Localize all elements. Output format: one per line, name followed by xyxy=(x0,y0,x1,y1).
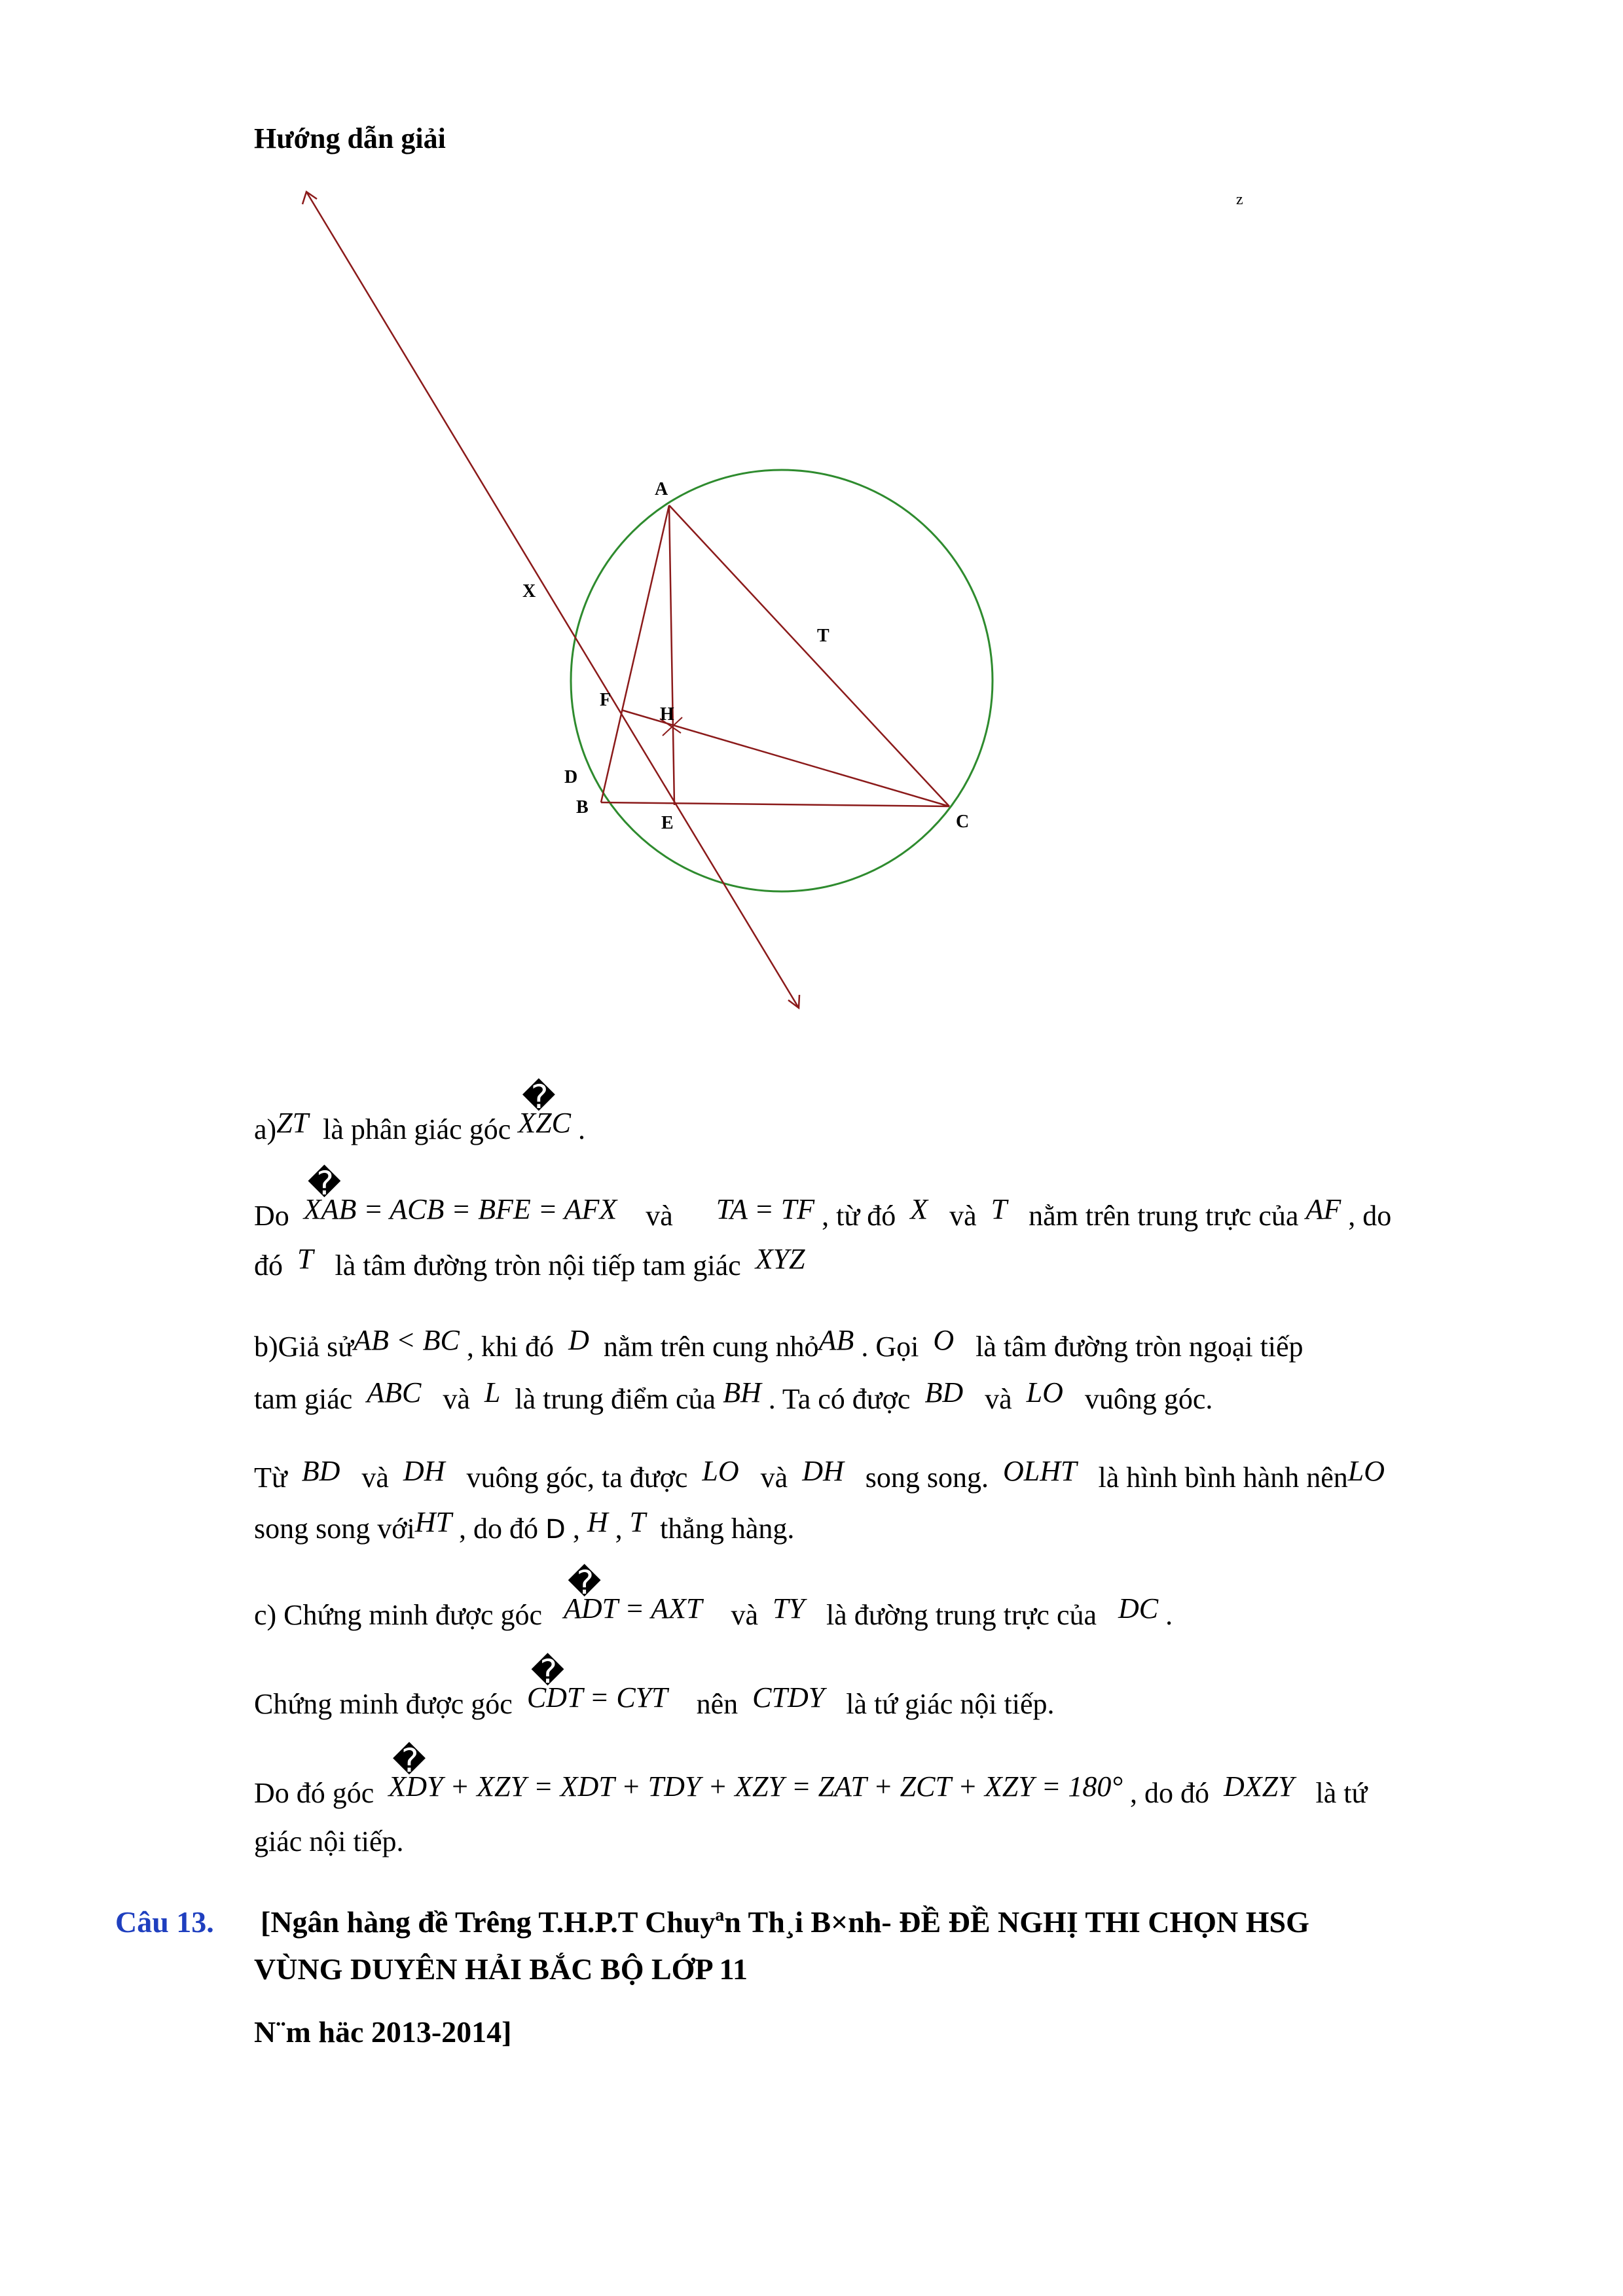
altitude-cf xyxy=(622,710,949,806)
text-chung-minh-goc: c) Chứng minh được góc xyxy=(254,1599,542,1631)
word-va: và xyxy=(646,1200,673,1232)
text-thang-hang: thẳng hàng. xyxy=(660,1513,795,1545)
page-heading: Hướng dẫn giải xyxy=(254,122,446,154)
text-do: , do xyxy=(1348,1200,1392,1232)
side-ac xyxy=(669,505,949,806)
word-do-2: đó xyxy=(254,1249,283,1282)
geometry-diagram xyxy=(0,0,1623,1047)
part-b-line2 xyxy=(254,1376,1213,1415)
math-lo: LO xyxy=(1026,1376,1063,1408)
paragraph-do-line2 xyxy=(254,1243,805,1282)
text-vuong-goc-ta-duoc: vuông góc, ta được xyxy=(466,1462,688,1494)
text-cung-nho: nằm trên cung nhỏ xyxy=(603,1331,819,1363)
question-label: Câu 13. xyxy=(115,1905,214,1939)
math-x: X xyxy=(910,1193,928,1225)
question-source-line1: [Ngân hàng đề Trêng T.H.P.T Chuyªn Th¸i B×nh- ĐỀ ĐỀ NGHỊ THI CHỌN HSG xyxy=(261,1905,1309,1939)
part-c-line2 xyxy=(254,1681,1055,1720)
math-ab: AB xyxy=(818,1324,854,1356)
text-hinh-binh-hanh: là hình bình hành nên xyxy=(1098,1462,1348,1494)
text-khi-do: , khi đó xyxy=(466,1331,555,1363)
math-cdt-cyt: � CDT = CYT xyxy=(527,1681,668,1713)
math-angle-sum: � XDY + XZY = XDT + TDY + XZY = ZAT + ZCT + XZY = 180° xyxy=(388,1770,1123,1803)
part-c-line3 xyxy=(254,1770,1368,1809)
math-bd-2: BD xyxy=(301,1455,340,1487)
text-song-song: song song. xyxy=(865,1462,989,1494)
part-a xyxy=(254,1107,585,1145)
text-duong-trung-truc: là đường trung trực của xyxy=(826,1599,1097,1631)
math-ht: HT xyxy=(414,1506,452,1538)
label-x: X xyxy=(522,581,536,601)
word-va-3: và xyxy=(443,1383,470,1415)
word-va-5: và xyxy=(361,1462,389,1494)
part-b-line3 xyxy=(254,1455,1385,1494)
math-lo-3: LO xyxy=(1347,1455,1385,1487)
label-b: B xyxy=(576,797,589,817)
question-source-line2: VÙNG DUYÊN HẢI BẮC BỘ LỚP 11 xyxy=(254,1952,748,1986)
math-dxzy: DXZY xyxy=(1223,1770,1294,1803)
circumcircle xyxy=(571,470,993,891)
word-va-4: và xyxy=(985,1383,1012,1415)
math-adt-axt: � ADT = AXT xyxy=(564,1592,702,1624)
label-h: H xyxy=(660,704,674,725)
line-xz xyxy=(306,192,799,1008)
math-h: H xyxy=(587,1506,608,1538)
text-tu-do: , từ đó xyxy=(822,1200,896,1232)
text-tam-ngoai-tiep: là tâm đường tròn ngoại tiếp xyxy=(976,1331,1304,1363)
math-xyz: XYZ xyxy=(755,1243,805,1275)
math-d-2: D xyxy=(545,1515,566,1545)
math-t-3: T xyxy=(629,1506,646,1538)
paragraph-do-line1 xyxy=(254,1193,1392,1232)
part-b-line4 xyxy=(254,1506,795,1545)
math-dc: DC xyxy=(1118,1592,1159,1624)
word-do: Do xyxy=(254,1200,289,1232)
word-va-2: và xyxy=(949,1200,977,1232)
part-c-end: . xyxy=(1165,1599,1173,1631)
comma-1: , xyxy=(572,1513,580,1545)
label-z: z xyxy=(1236,191,1243,208)
math-dh-2: DH xyxy=(802,1455,844,1487)
text-tam-duong-tron: là tâm đường tròn nội tiếp tam giác xyxy=(335,1249,741,1282)
word-va-6: và xyxy=(760,1462,788,1494)
text-song-song-voi: song song với xyxy=(254,1513,415,1545)
word-nen: nên xyxy=(696,1688,739,1720)
side-ab xyxy=(601,505,669,802)
math-ctdy: CTDY xyxy=(752,1681,825,1713)
math-lo-2: LO xyxy=(702,1455,739,1487)
math-t: T xyxy=(991,1193,1008,1225)
math-olht: OLHT xyxy=(1003,1455,1077,1487)
text-nam-tren: nằm trên trung trực của xyxy=(1029,1200,1299,1232)
side-bc xyxy=(601,802,949,806)
comma-2: , xyxy=(615,1513,623,1545)
text-do-do-goc: Do đó góc xyxy=(254,1777,374,1809)
math-af: AF xyxy=(1305,1193,1341,1225)
label-e: E xyxy=(661,813,674,833)
part-b-line1 xyxy=(254,1324,1304,1363)
label-a: A xyxy=(655,479,668,499)
math-l: L xyxy=(484,1376,501,1408)
part-b-prefix: b)Giả sử xyxy=(254,1331,354,1363)
label-f: F xyxy=(600,690,611,710)
text-goi: . Gọi xyxy=(861,1331,919,1363)
part-a-text: là phân giác góc xyxy=(323,1113,511,1145)
word-va-7: và xyxy=(731,1599,758,1631)
math-angle-equality: � XAB = ACB = BFE = AFX xyxy=(304,1193,617,1225)
label-c: C xyxy=(956,812,970,832)
text-vuong-goc: vuông góc. xyxy=(1084,1383,1213,1415)
question-source-line3: N¨m häc 2013-2014] xyxy=(254,2015,512,2049)
text-la-tu: là tứ xyxy=(1315,1777,1368,1809)
math-ty: TY xyxy=(772,1592,805,1624)
part-a-end: . xyxy=(577,1113,585,1145)
math-ab-lt-bc: AB < BC xyxy=(354,1324,460,1356)
math-ta-tf: TA = TF xyxy=(716,1193,815,1225)
math-o: O xyxy=(933,1324,955,1356)
text-chung-minh-goc-2: Chứng minh được góc xyxy=(254,1688,513,1720)
altitude-ae xyxy=(669,505,674,805)
math-bd: BD xyxy=(924,1376,964,1408)
math-bh: BH xyxy=(723,1376,761,1408)
text-ta-co-duoc: . Ta có được xyxy=(768,1383,911,1415)
math-d: D xyxy=(568,1324,589,1356)
label-t: T xyxy=(817,626,830,646)
text-do-do-2: , do đó xyxy=(1129,1777,1209,1809)
text-giac-noi-tiep: giác nội tiếp. xyxy=(254,1825,404,1857)
label-d: D xyxy=(564,767,578,787)
text-tu-giac-noi-tiep: là tứ giác nội tiếp. xyxy=(846,1688,1055,1720)
text-trung-diem: là trung điểm của xyxy=(515,1383,716,1415)
math-angle-xzc: � XZC xyxy=(518,1107,571,1139)
word-tu: Từ xyxy=(254,1462,287,1494)
part-a-prefix: a) xyxy=(254,1113,277,1145)
part-c-line4 xyxy=(254,1827,404,1856)
text-do-do: , do đó xyxy=(459,1513,538,1545)
math-t-2: T xyxy=(297,1243,314,1275)
math-zt: ZT xyxy=(276,1107,309,1139)
math-abc: ABC xyxy=(367,1376,422,1408)
text-tam-giac: tam giác xyxy=(254,1383,353,1415)
math-dh: DH xyxy=(403,1455,445,1487)
part-c-line1 xyxy=(254,1592,1173,1631)
